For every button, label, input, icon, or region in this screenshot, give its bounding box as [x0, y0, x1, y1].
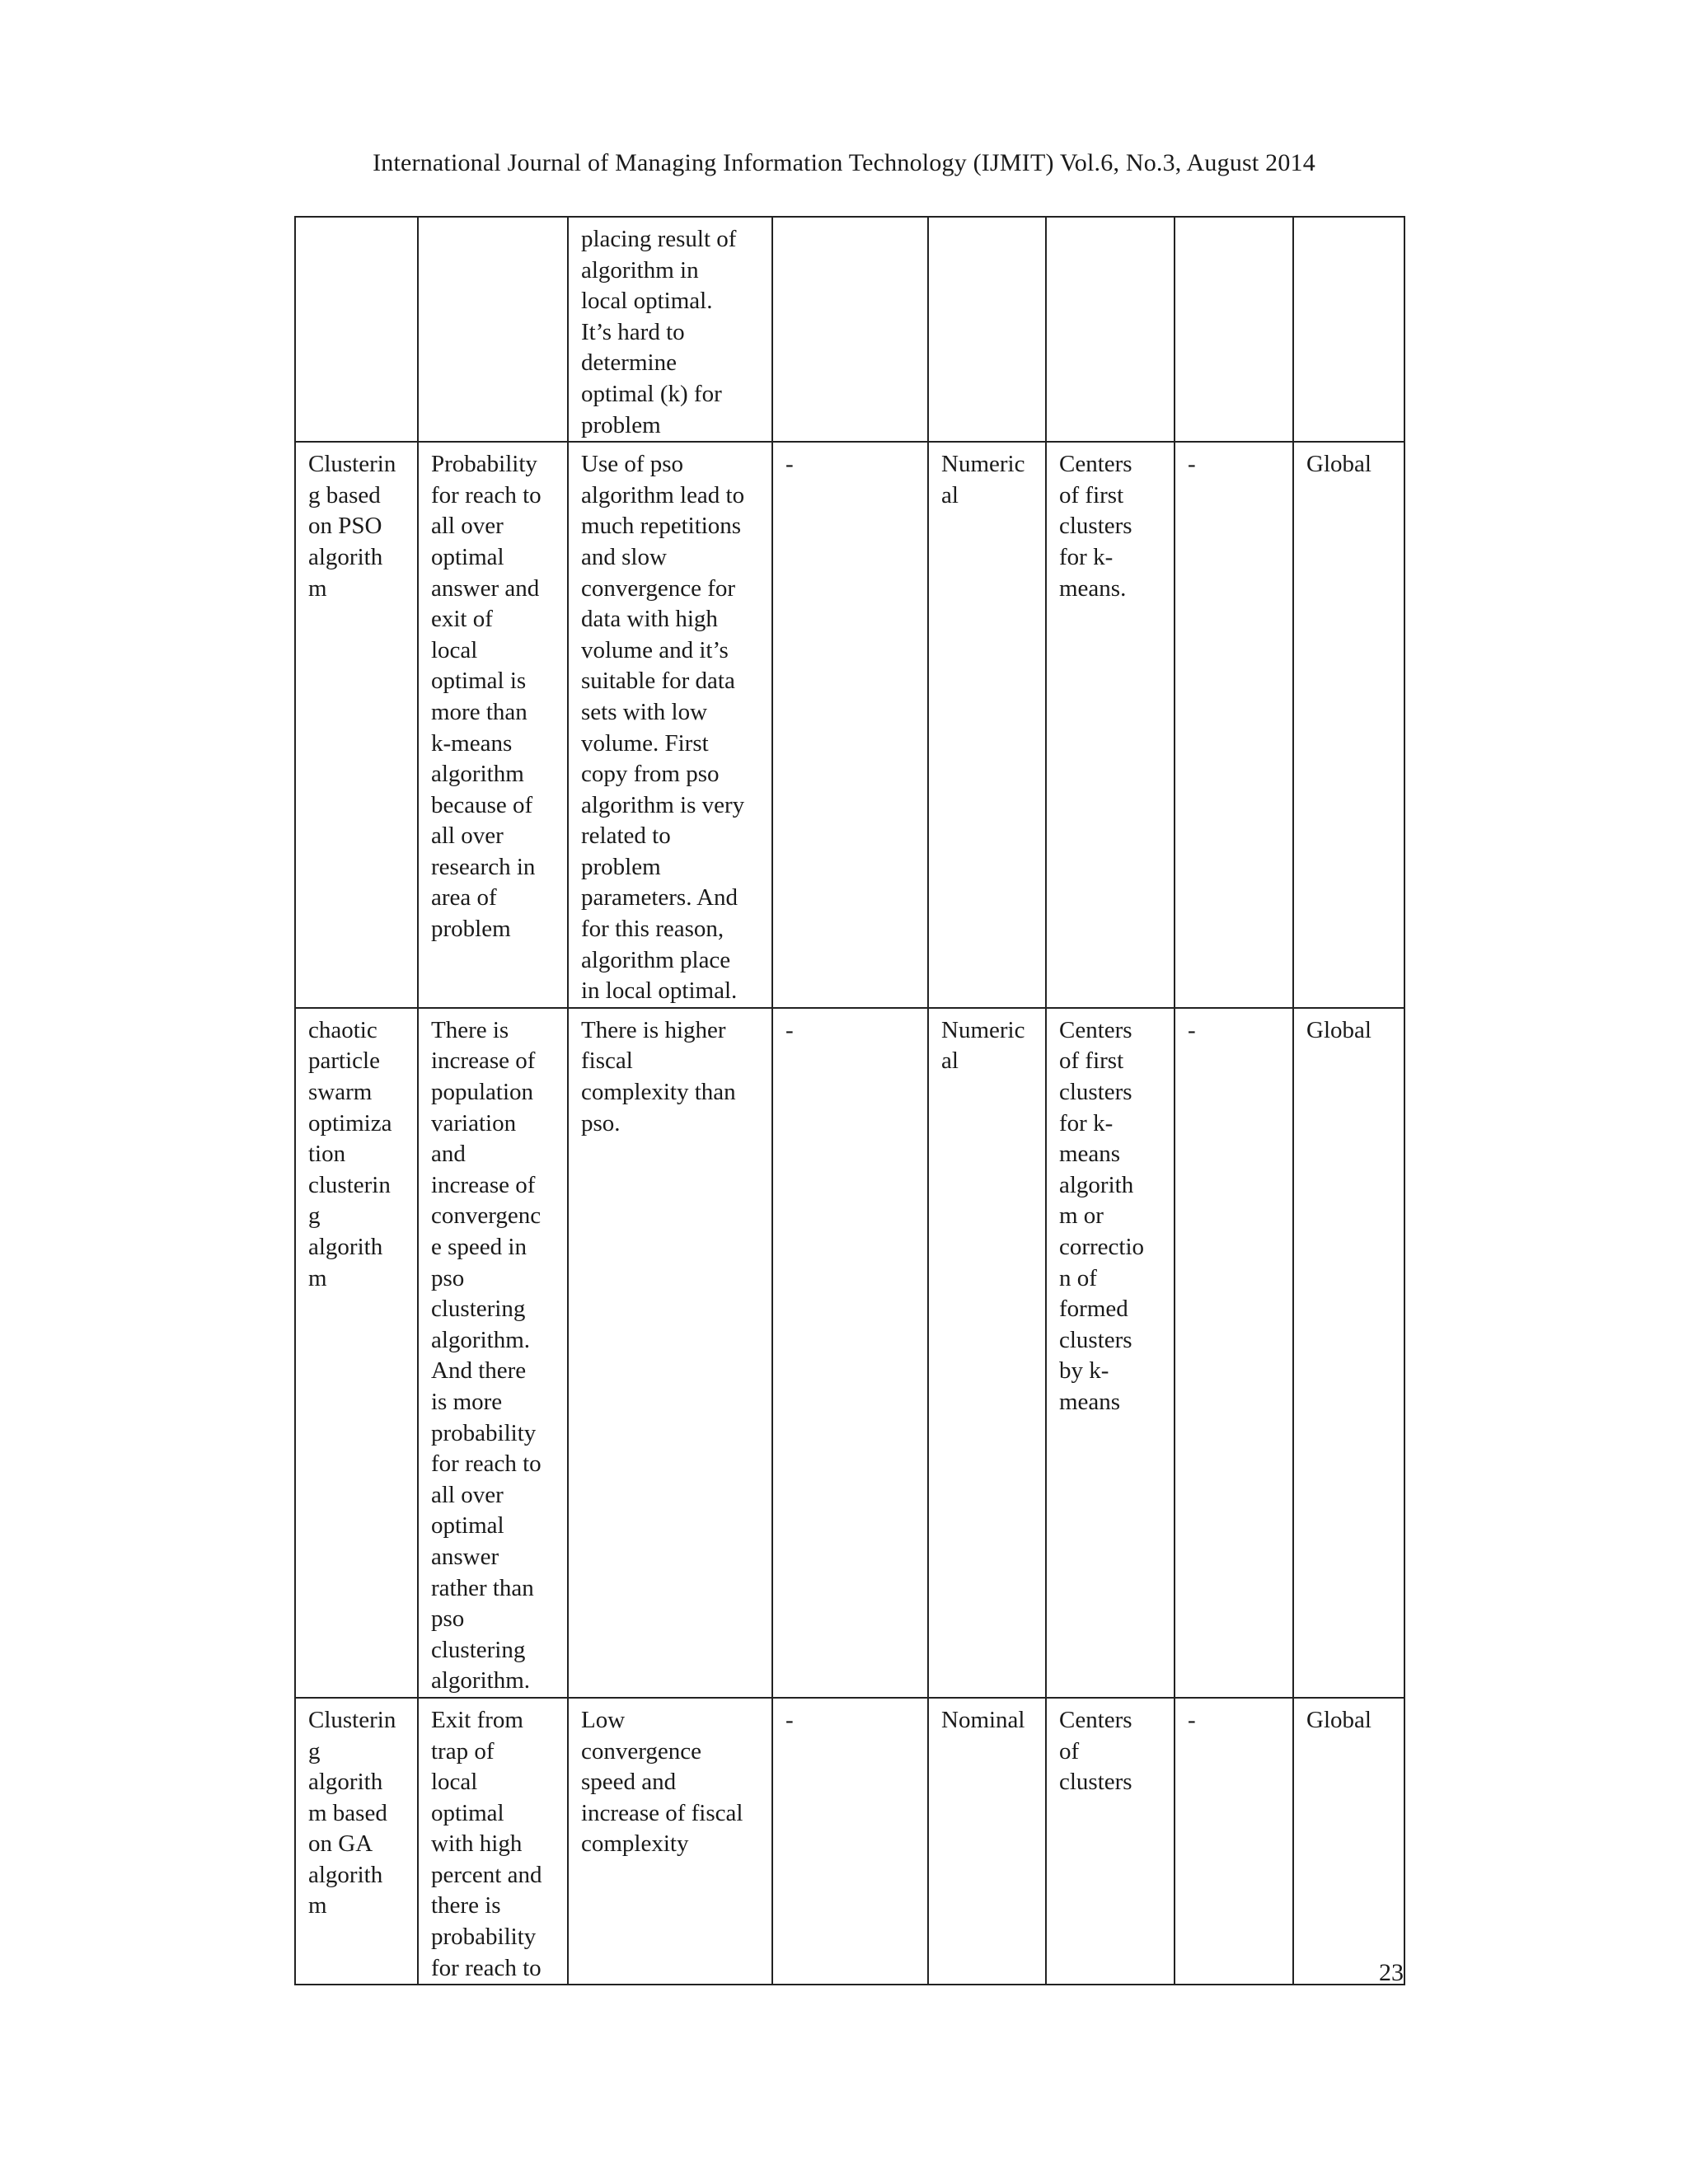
table-row — [295, 1008, 1404, 1698]
table-cell: - — [1175, 1698, 1293, 1985]
table-cell — [772, 217, 928, 442]
table-cell: Nominal — [928, 1698, 1046, 1985]
table-cell: - — [772, 442, 928, 1008]
table-cell: Centers of first clusters for k- means. — [1046, 442, 1175, 1008]
table-cell — [928, 217, 1046, 442]
table-cell: Centers of first clusters for k- means algorith m or correctio n of formed clusters by k- means — [1046, 1008, 1175, 1698]
table-cell — [418, 217, 568, 442]
table-cell: Clusterin g based on PSO algorith m — [295, 442, 418, 1008]
table-row — [295, 1698, 1404, 1985]
table-cell: Centers of clusters — [1046, 1698, 1175, 1985]
table-cell: Global — [1293, 1698, 1404, 1985]
table-cell: Global — [1293, 442, 1404, 1008]
table-cell: Numeric al — [928, 442, 1046, 1008]
table-cell: - — [1175, 442, 1293, 1008]
table-cell: Probability for reach to all over optimal answer and exit of local optimal is more than k-means algorithm because of all over research in area of problem — [418, 442, 568, 1008]
table-cell: Use of pso algorithm lead to much repetitions and slow convergence for data with high volume and it’s suitable for data sets with low volume. First copy from pso algorithm is very related to problem parameters. And for this reason, algorithm place in local optimal. — [568, 442, 772, 1008]
table-cell — [1293, 217, 1404, 442]
table-row — [295, 217, 1404, 442]
page-number: 23 — [1379, 1959, 1404, 1986]
journal-header: International Journal of Managing Information Technology (IJMIT) Vol.6, No.3, August 2014 — [373, 149, 1315, 176]
table-cell: - — [772, 1698, 928, 1985]
table-cell: Exit from trap of local optimal with high percent and there is probability for reach to — [418, 1698, 568, 1985]
table-cell: Global — [1293, 1008, 1404, 1698]
table-cell: placing result of algorithm in local optimal. It’s hard to determine optimal (k) for problem — [568, 217, 772, 442]
table-cell: Numeric al — [928, 1008, 1046, 1698]
table-cell: There is increase of population variation and increase of convergenc e speed in pso clustering algorithm. And there is more probability for reach to all over optimal answer rather than pso clustering algorithm. — [418, 1008, 568, 1698]
comparison-table — [294, 216, 1405, 1985]
table-cell — [1175, 217, 1293, 442]
table-cell: Clusterin g algorith m based on GA algorith m — [295, 1698, 418, 1985]
table-cell: - — [1175, 1008, 1293, 1698]
table-cell: There is higher fiscal complexity than pso. — [568, 1008, 772, 1698]
table-cell — [295, 217, 418, 442]
table-cell — [1046, 217, 1175, 442]
table-row — [295, 442, 1404, 1008]
table-cell: chaotic particle swarm optimiza tion clusterin g algorith m — [295, 1008, 418, 1698]
table-cell: Low convergence speed and increase of fiscal complexity — [568, 1698, 772, 1985]
table-cell: - — [772, 1008, 928, 1698]
